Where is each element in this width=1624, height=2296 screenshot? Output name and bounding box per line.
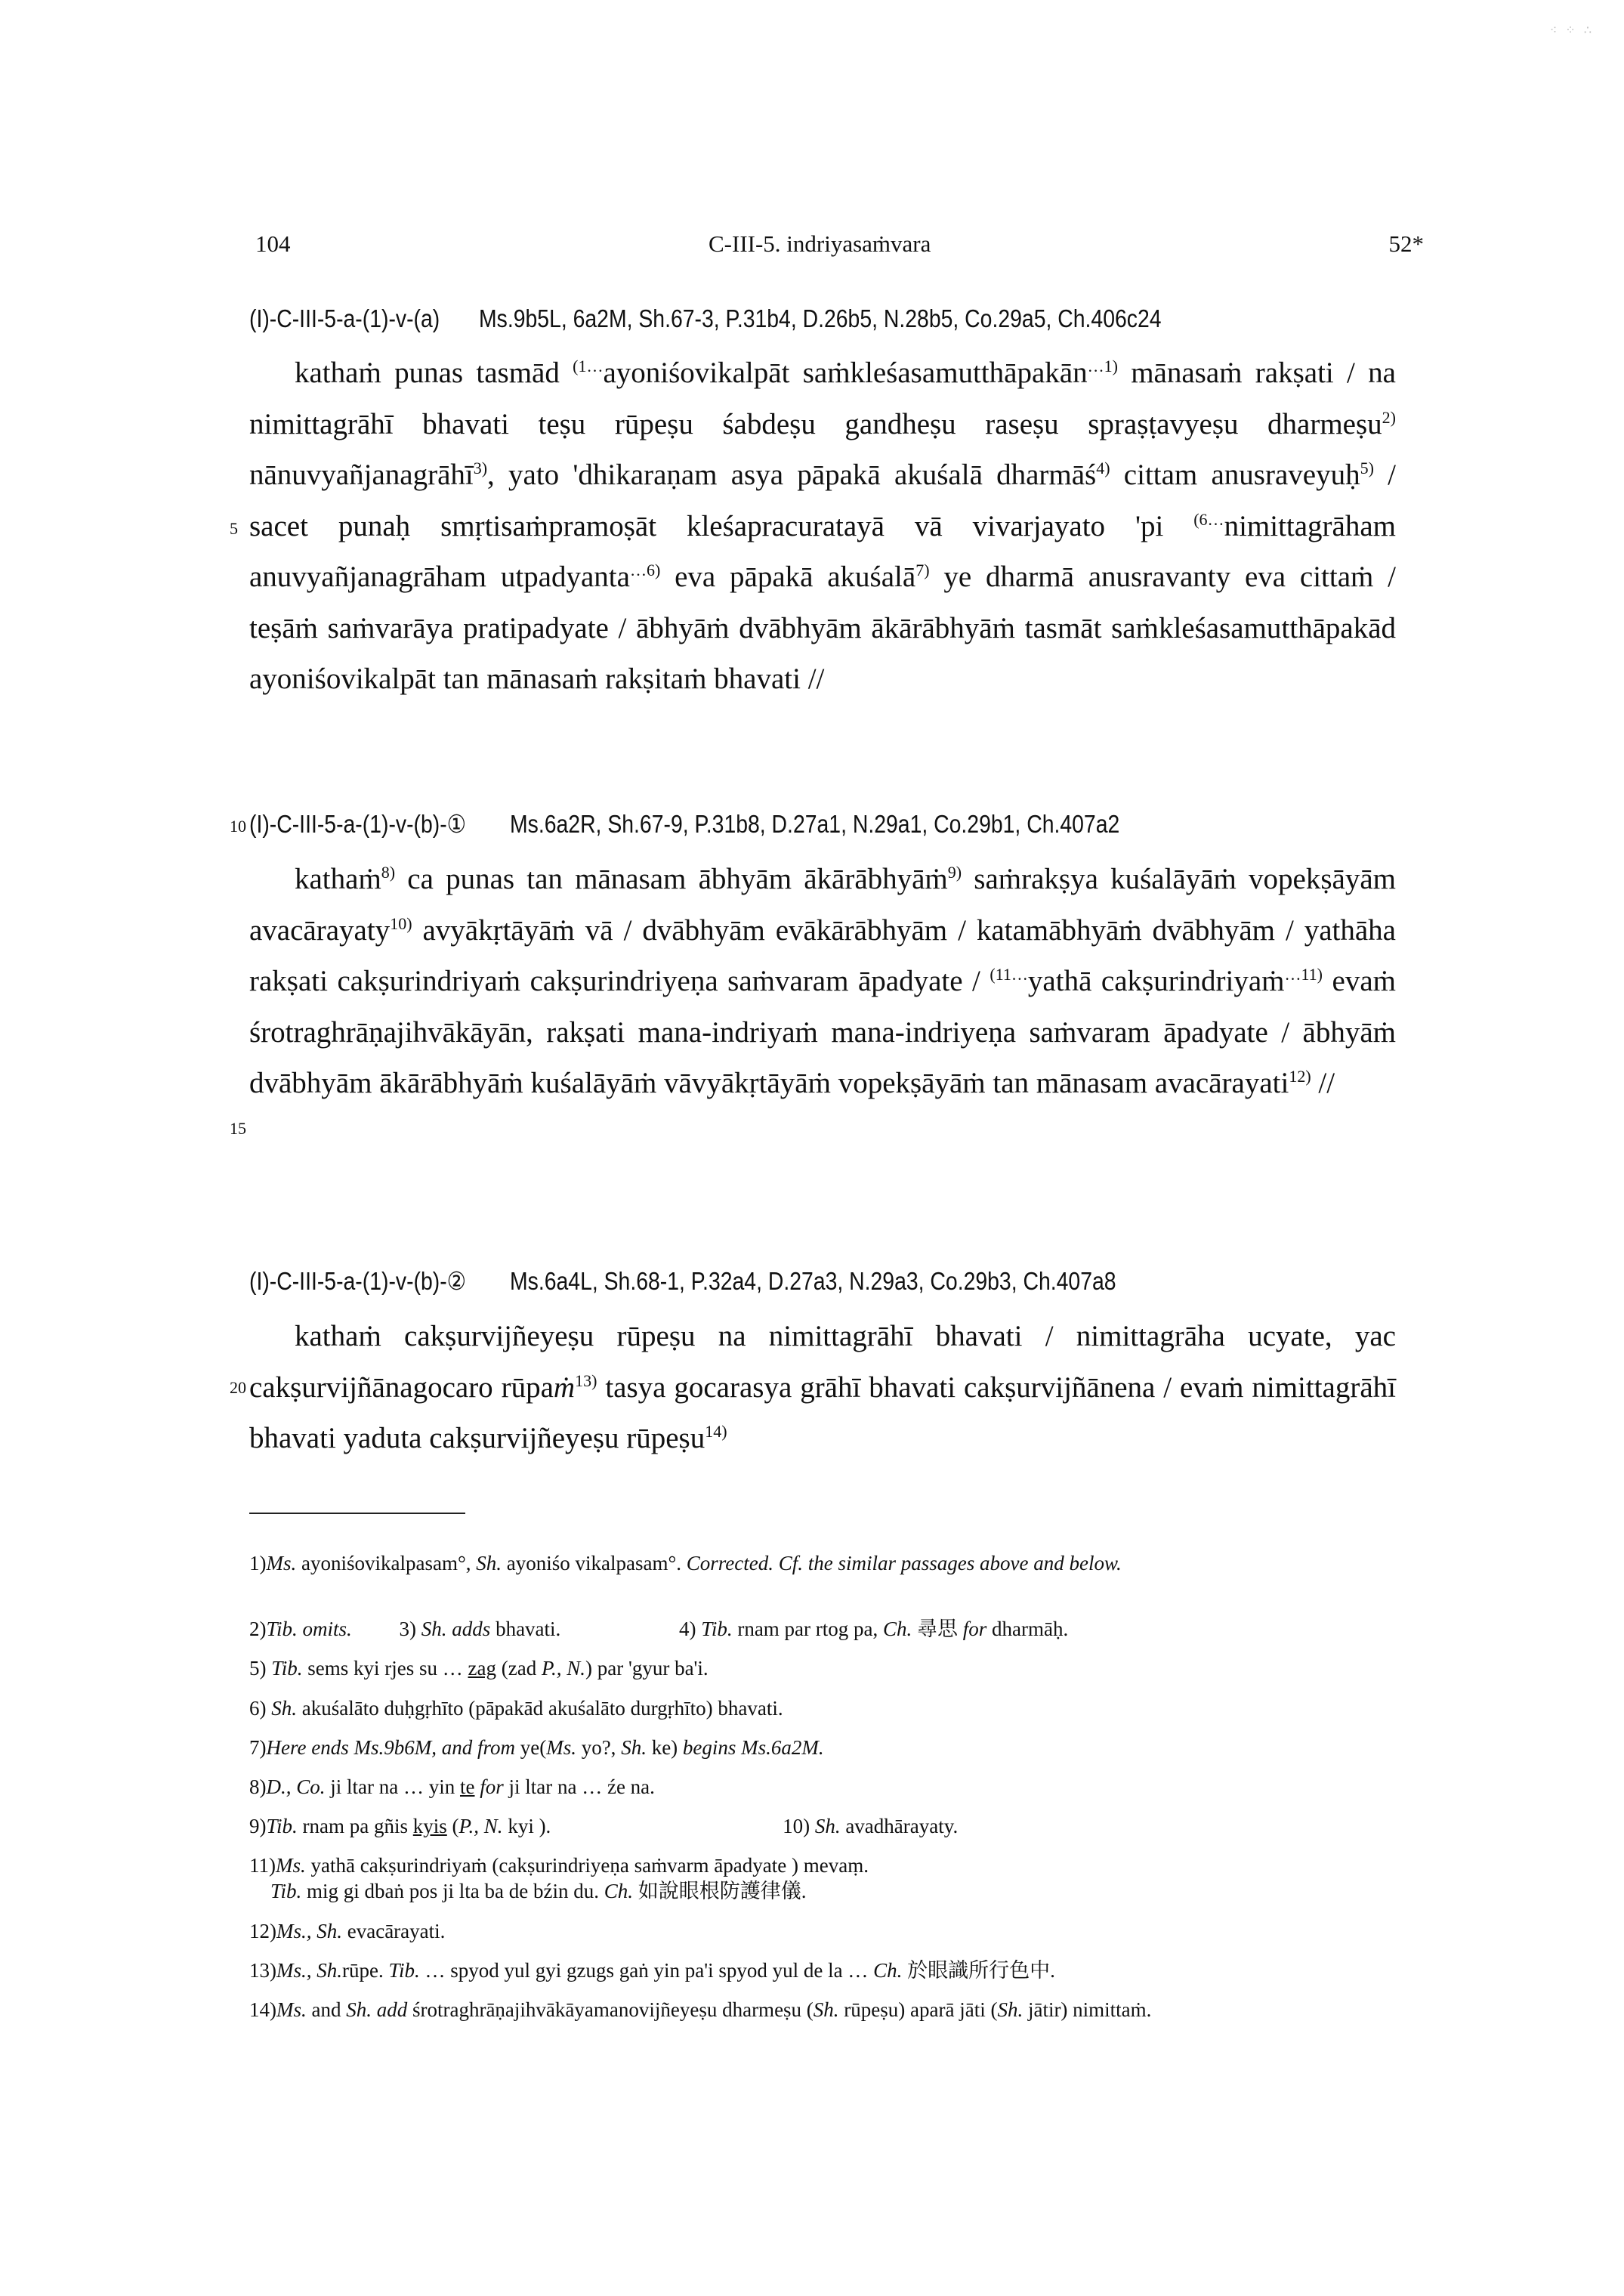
siglum: Tib. (388, 1959, 420, 1982)
footnote-text: 如說眼根防護律儀. (633, 1880, 807, 1902)
line-number: 10 (230, 817, 246, 836)
footnote-number: 14) (249, 1998, 276, 2021)
footnote-7 (249, 1735, 1413, 1760)
footnote-text: ( (446, 1815, 459, 1837)
footnote-text: ji ltar na … źe na. (503, 1775, 655, 1798)
footnote-text: sems kyi rjes su … (302, 1657, 468, 1680)
footnote-text: yathā cakṣurindriyaṁ (cakṣurindriyeṇa saṁvarm āpadyate ) mevaṃ. (305, 1854, 869, 1877)
manuscript-refs: Ms.6a4L, Sh.68-1, P.32a4, D.27a3, N.29a3, Co.29b3, Ch.407a8 (510, 1267, 1116, 1295)
line-number: 15 (230, 1119, 246, 1138)
footnote-text: jātir) nimittaṁ. (1023, 1998, 1152, 2021)
footnote-mark: …1) (1087, 357, 1118, 375)
paragraph-b1 (249, 854, 1396, 1109)
text-run: ca punas tan mānasam ābhyām ākārābhyāṁ (395, 863, 948, 895)
siglum: Sh. (813, 1998, 839, 2021)
footnote-mark: 10) (390, 913, 412, 933)
footnote-text: ) par 'gyur ba'i. (585, 1657, 709, 1680)
footnote-text: evacārayati. (342, 1920, 446, 1942)
footnote-13 (249, 1958, 1413, 1983)
text-run: ṁ (553, 1370, 576, 1404)
footnote-text: begins Ms.6a2M. (682, 1736, 824, 1759)
footnote-2-4 (249, 1616, 1413, 1642)
footnote-text: and (306, 1998, 347, 2021)
footnote-text: akuśalāto duḥgṛhīto (pāpakād akuśalāto durgṛhīto) bhavati. (297, 1697, 783, 1720)
siglum: Ch. (604, 1880, 633, 1902)
footnote-text: ayoniśo vikalpasam°. (502, 1552, 687, 1574)
text-run: tasya gocarasya grāhī bhavati cakṣurvijñānena / evaṁ nimittagrāhī bhavati yaduta cakṣurvijñeyeṣu rūpeṣu (249, 1370, 1396, 1454)
text-run: nimittagrāham anuvyañjanagrāham utpadyanta (249, 509, 1396, 593)
siglum: Sh. add (346, 1998, 408, 2021)
footnote-text: bhavati. (490, 1618, 561, 1640)
footnote-number: 2) (249, 1618, 267, 1640)
footnote-text: Tib. omits. (266, 1618, 352, 1640)
text-run: saṁrakṣya kuśalāyāṁ vopekṣāyām avacārayaty (249, 863, 1396, 947)
siglum: Tib. (266, 1815, 298, 1837)
footnote-number: 10) (783, 1815, 810, 1837)
footnote-12 (249, 1918, 1413, 1944)
text-run: avyākṛtāyāṁ vā / dvābhyām evākārābhyām / katamābhyāṁ dvābhyām / yathāha rakṣati cakṣurindriyaṁ cakṣurindriyeṇa saṁvaram āpadyate / (249, 913, 1396, 997)
page-number: 104 (255, 230, 291, 257)
siglum: P., N. (458, 1815, 503, 1837)
footnote-mark: …6) (629, 561, 661, 579)
siglum: Tib. (701, 1618, 733, 1640)
paragraph-a (249, 348, 1396, 705)
siglum: Ch. (873, 1959, 903, 1982)
footnote-1 (249, 1550, 1413, 1576)
footnote-number: 7) (249, 1736, 267, 1759)
siglum: Tib. (271, 1657, 303, 1680)
footnote-text: zag (468, 1657, 496, 1680)
siglum: Tib. (270, 1880, 302, 1902)
text-run: kathaṁ (295, 863, 381, 895)
siglum: Ms. (276, 1854, 306, 1877)
footnote-number: 5) (249, 1657, 267, 1680)
footnote-text: rnam par rtog pa, (732, 1618, 884, 1640)
footnote-mark: 9) (947, 863, 962, 882)
footnote-text: rūpe. (342, 1959, 389, 1982)
page-mark: 52* (1388, 230, 1424, 257)
footnote-number: 1) (249, 1552, 267, 1574)
scan-speckle: ⁖ ⁘ ∴ (1549, 23, 1594, 37)
text-run: evaṁ śrotraghrāṇajihvākāyān, rakṣati mana-indriyaṁ mana-indriyeṇa saṁvaram āpadyate / ābhyāṁ dvābhyām ākārābhyāṁ kuśalāyāṁ vāvyākṛtāyāṁ vopekṣāyāṁ tan mānasam avacārayati (249, 965, 1396, 1099)
section-ref-b2 (249, 1266, 1428, 1296)
text-run: yathā cakṣurindriyaṁ (1027, 965, 1285, 997)
siglum: Sh. (271, 1697, 297, 1720)
footnote-mark: 12) (1289, 1067, 1311, 1086)
footnote-text: mig gi dbaṅ pos ji lta ba de bźin du. (301, 1880, 604, 1902)
section-ref-a (249, 304, 1428, 333)
footnote-text: ye( (514, 1736, 547, 1759)
text-run: ayoniśovikalpāt saṁkleśasamutthāpakān (603, 357, 1088, 389)
footnote-mark: 14) (705, 1422, 727, 1441)
footnote-text: yo?, (576, 1736, 622, 1759)
footnote-text: (zad (496, 1657, 542, 1680)
footnote-number: 12) (249, 1920, 276, 1942)
manuscript-refs: Ms.9b5L, 6a2M, Sh.67-3, P.31b4, D.26b5, N.28b5, Co.29a5, Ch.406c24 (479, 304, 1162, 332)
siglum: P., N. (541, 1657, 585, 1680)
text-run: eva pāpakā akuśalā (660, 561, 916, 593)
footnote-text: avadhārayaty. (840, 1815, 959, 1837)
footnote-text: kyi ). (502, 1815, 551, 1837)
footnote-mark: …11) (1284, 965, 1323, 984)
footnote-number: 9) (249, 1815, 267, 1837)
footnote-text: te (459, 1775, 475, 1798)
footnote-number: 8) (249, 1775, 267, 1798)
footnote-text: ji ltar na … yin (325, 1775, 460, 1798)
footnote-text: Here ends Ms.9b6M, and from (266, 1736, 515, 1759)
footnote-number: 6) (249, 1697, 267, 1720)
footnote-text: śrotraghrāṇajihvākāyamanovijñeyeṣu dharmeṣu ( (407, 1998, 814, 2021)
footnote-text: … spyod yul gyi gzugs gaṅ yin pa'i spyod yul de la … (419, 1959, 874, 1982)
footnote-9-10 (249, 1813, 1413, 1839)
footnote-text: rnam pa gñis (297, 1815, 413, 1837)
footnote-number: 13) (249, 1959, 276, 1982)
footnote-rule (249, 1513, 465, 1514)
line-number: 20 (230, 1378, 246, 1397)
text-run: cittam anusraveyuḥ (1110, 459, 1360, 491)
footnote-8 (249, 1774, 1413, 1800)
paragraph-b2 (249, 1311, 1396, 1464)
footnote-6 (249, 1695, 1413, 1721)
footnote-mark: 2) (1382, 407, 1396, 427)
siglum: Sh. adds (421, 1618, 491, 1640)
footnote-14 (249, 1997, 1413, 2023)
section-ref-b1 (249, 809, 1428, 839)
siglum: Ms. (276, 1998, 307, 2021)
manuscript-refs: Ms.6a2R, Sh.67-9, P.31b8, D.27a1, N.29a1, Co.29b1, Ch.407a2 (510, 810, 1120, 838)
siglum: Ch. (883, 1618, 912, 1640)
footnote-mark: 7) (915, 561, 930, 579)
footnote-text: ayoniśovikalpasam°, (296, 1552, 477, 1574)
footnote-text: 於眼識所行色中. (902, 1959, 1055, 1982)
text-run: ye dharmā anusravanty eva cittaṁ / teṣāṁ saṁvarāya pratipadyate / ābhyāṁ dvābhyām ākārābhyāṁ tasmāt saṁkleśasamutthāpakād ayoniśovikalpāt tan mānasaṁ rakṣitaṁ bhavati // (249, 561, 1396, 695)
footnote-text: for (962, 1618, 987, 1640)
text-run: nānuvyañjanagrāhī (249, 459, 474, 491)
text-run: kathaṁ punas tasmād (295, 357, 573, 389)
siglum: Sh. (621, 1736, 647, 1759)
footnote-mark: 5) (1360, 459, 1374, 477)
footnote-number: 4) (679, 1618, 696, 1640)
footnote-mark: 13) (575, 1370, 597, 1390)
footnote-text: 尋思 (912, 1618, 963, 1640)
siglum: Ms. (266, 1552, 297, 1574)
footnote-mark: 4) (1096, 459, 1110, 477)
footnote-text: for (474, 1775, 504, 1798)
footnote-mark: (6… (1193, 509, 1224, 529)
section-id: (I)-C-III-5-a-(1)-v-(a) (249, 304, 440, 332)
text-run: mānasaṁ rakṣati / na nimittagrāhī bhavati teṣu rūpeṣu śabdeṣu gandheṣu raseṣu spraṣṭavyeṣu dharmeṣu (249, 357, 1396, 440)
footnote-mark: 3) (473, 459, 488, 477)
siglum: Ms., Sh. (276, 1959, 342, 1982)
section-id: (I)-C-III-5-a-(1)-v-(b)-② (249, 1267, 467, 1295)
siglum: Sh. (814, 1815, 841, 1837)
siglum: Sh. (476, 1552, 502, 1574)
text-run: , yato 'dhikaraṇam asya pāpakā akuśalā dharmāś (487, 459, 1097, 491)
footnote-mark: 8) (381, 863, 396, 882)
siglum: Ms., Sh. (276, 1920, 342, 1942)
footnote-number: 11) (249, 1854, 276, 1877)
footnote-text: rūpeṣu) aparā jāti ( (838, 1998, 998, 2021)
section-id: (I)-C-III-5-a-(1)-v-(b)-① (249, 810, 467, 838)
running-title: C-III-5. indriyasaṁvara (709, 230, 931, 257)
siglum: Ms. (546, 1736, 576, 1759)
footnote-11 (249, 1853, 1413, 1904)
footnote-5 (249, 1655, 1413, 1681)
line-number: 5 (230, 519, 238, 538)
siglum: Sh. (997, 1998, 1023, 2021)
footnote-text: Corrected. Cf. the similar passages above and below. (686, 1552, 1122, 1574)
siglum: D., Co. (266, 1775, 326, 1798)
footnote-mark: (1… (573, 357, 604, 375)
footnote-mark: (11… (990, 965, 1028, 984)
text-run: // (1311, 1067, 1335, 1099)
text-run: kathaṁ cakṣurvijñeyeṣu rūpeṣu na nimittagrāhī bhavati / nimittagrāha ucyate, yac cakṣurvijñānagocaro rūpa (249, 1320, 1396, 1404)
footnote-number: 3) (399, 1618, 417, 1640)
text-run: / sacet punaḥ smṛtisaṁpramoṣāt kleśapracuratayā vā vivarjayato 'pi (249, 459, 1396, 542)
footnote-text: ke) (646, 1736, 683, 1759)
footnote-text: dharmāḥ. (986, 1618, 1069, 1640)
footnote-text: kyis (412, 1815, 447, 1837)
